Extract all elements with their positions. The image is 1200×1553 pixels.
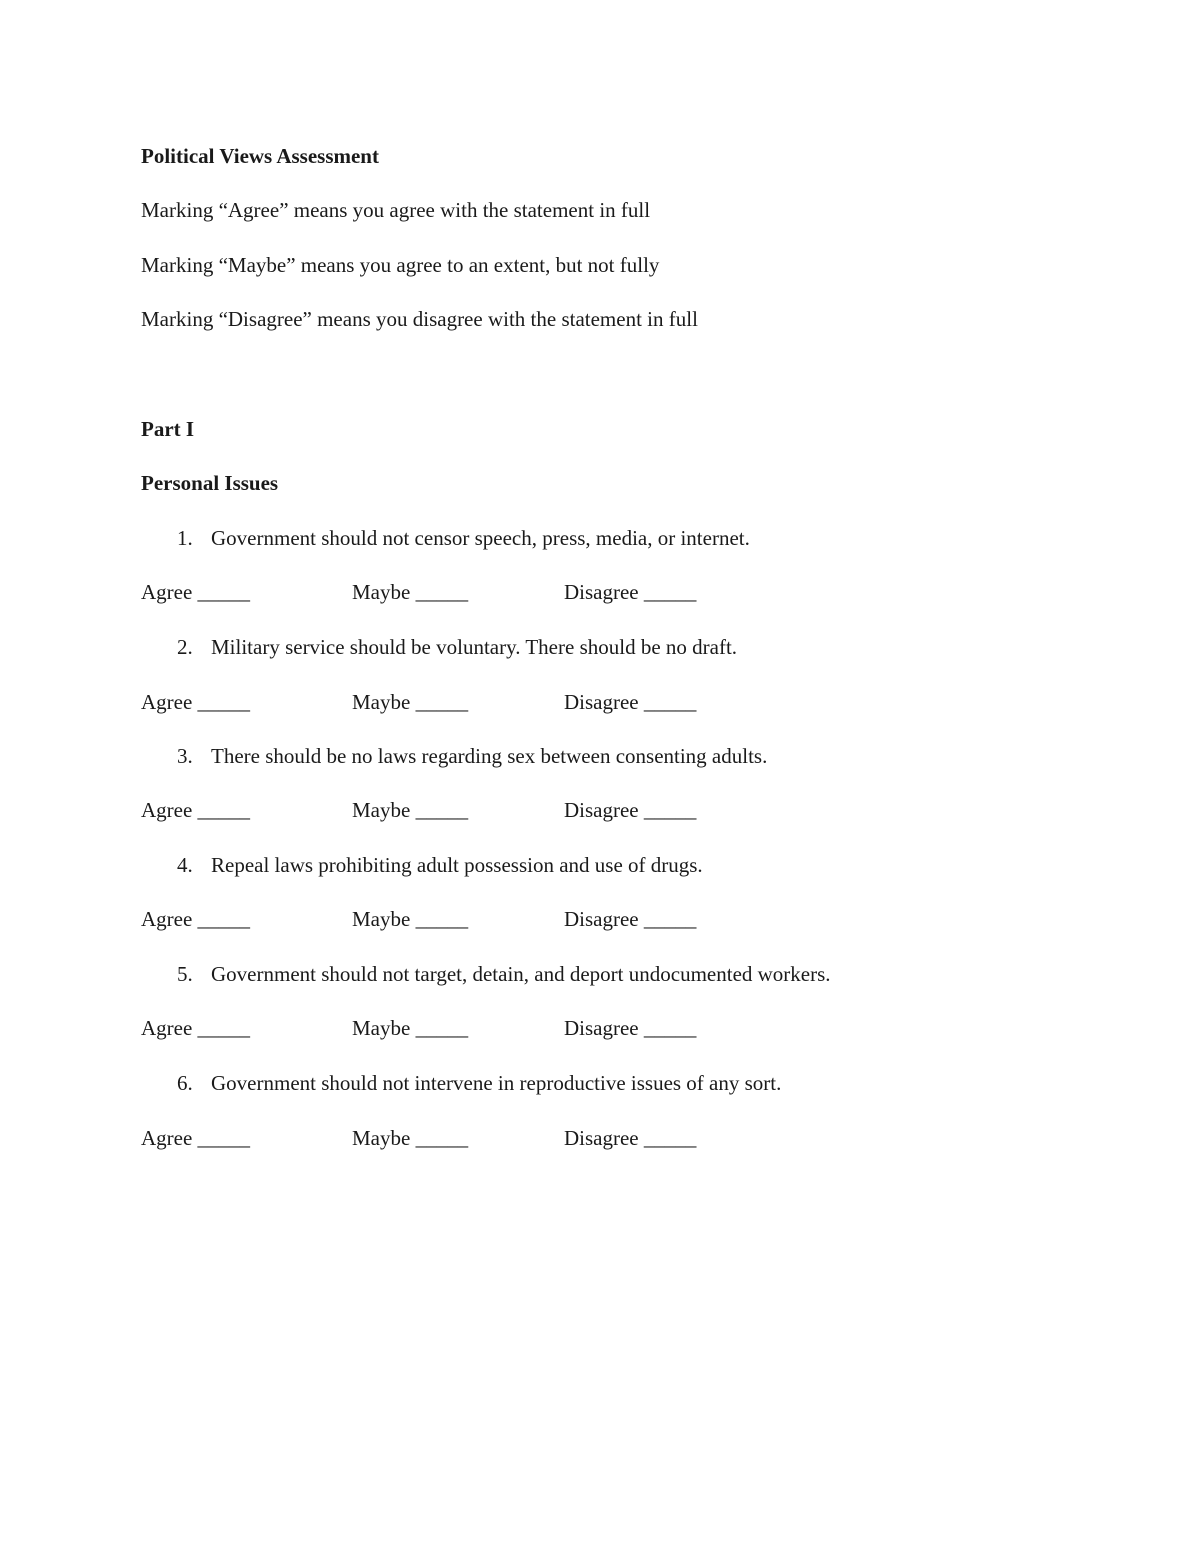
question-text: Military service should be voluntary. There should be no draft. bbox=[211, 635, 738, 659]
disagree-blank[interactable]: Disagree _____ bbox=[564, 907, 697, 931]
disagree-blank[interactable]: Disagree _____ bbox=[564, 1016, 697, 1040]
disagree-blank[interactable]: Disagree _____ bbox=[564, 798, 697, 822]
agree-blank[interactable]: Agree _____ bbox=[141, 1016, 251, 1040]
agree-blank[interactable]: Agree _____ bbox=[141, 907, 251, 931]
maybe-blank[interactable]: Maybe _____ bbox=[352, 798, 469, 822]
instruction-agree: Marking “Agree” means you agree with the statement in full bbox=[141, 198, 651, 222]
instruction-maybe: Marking “Maybe” means you agree to an extent, but not fully bbox=[141, 253, 660, 277]
question-number: 3. bbox=[177, 744, 193, 768]
agree-blank[interactable]: Agree _____ bbox=[141, 798, 251, 822]
maybe-blank[interactable]: Maybe _____ bbox=[352, 1016, 469, 1040]
question-text: There should be no laws regarding sex between consenting adults. bbox=[211, 744, 768, 768]
question-number: 6. bbox=[177, 1071, 193, 1095]
part-heading: Part I bbox=[141, 417, 195, 441]
agree-blank[interactable]: Agree _____ bbox=[141, 690, 251, 714]
document-title: Political Views Assessment bbox=[141, 144, 379, 168]
maybe-blank[interactable]: Maybe _____ bbox=[352, 690, 469, 714]
question-number: 5. bbox=[177, 962, 193, 986]
maybe-blank[interactable]: Maybe _____ bbox=[352, 1126, 469, 1150]
agree-blank[interactable]: Agree _____ bbox=[141, 580, 251, 604]
maybe-blank[interactable]: Maybe _____ bbox=[352, 907, 469, 931]
disagree-blank[interactable]: Disagree _____ bbox=[564, 580, 697, 604]
question-text: Repeal laws prohibiting adult possession and use of drugs. bbox=[211, 853, 703, 877]
agree-blank[interactable]: Agree _____ bbox=[141, 1126, 251, 1150]
disagree-blank[interactable]: Disagree _____ bbox=[564, 690, 697, 714]
section-heading: Personal Issues bbox=[141, 471, 279, 495]
question-text: Government should not censor speech, press, media, or internet. bbox=[211, 526, 750, 550]
question-number: 4. bbox=[177, 853, 193, 877]
instruction-disagree: Marking “Disagree” means you disagree with the statement in full bbox=[141, 307, 698, 331]
question-number: 1. bbox=[177, 526, 193, 550]
question-text: Government should not intervene in reproductive issues of any sort. bbox=[211, 1071, 782, 1095]
maybe-blank[interactable]: Maybe _____ bbox=[352, 580, 469, 604]
question-text: Government should not target, detain, and deport undocumented workers. bbox=[211, 962, 831, 986]
question-number: 2. bbox=[177, 635, 193, 659]
disagree-blank[interactable]: Disagree _____ bbox=[564, 1126, 697, 1150]
